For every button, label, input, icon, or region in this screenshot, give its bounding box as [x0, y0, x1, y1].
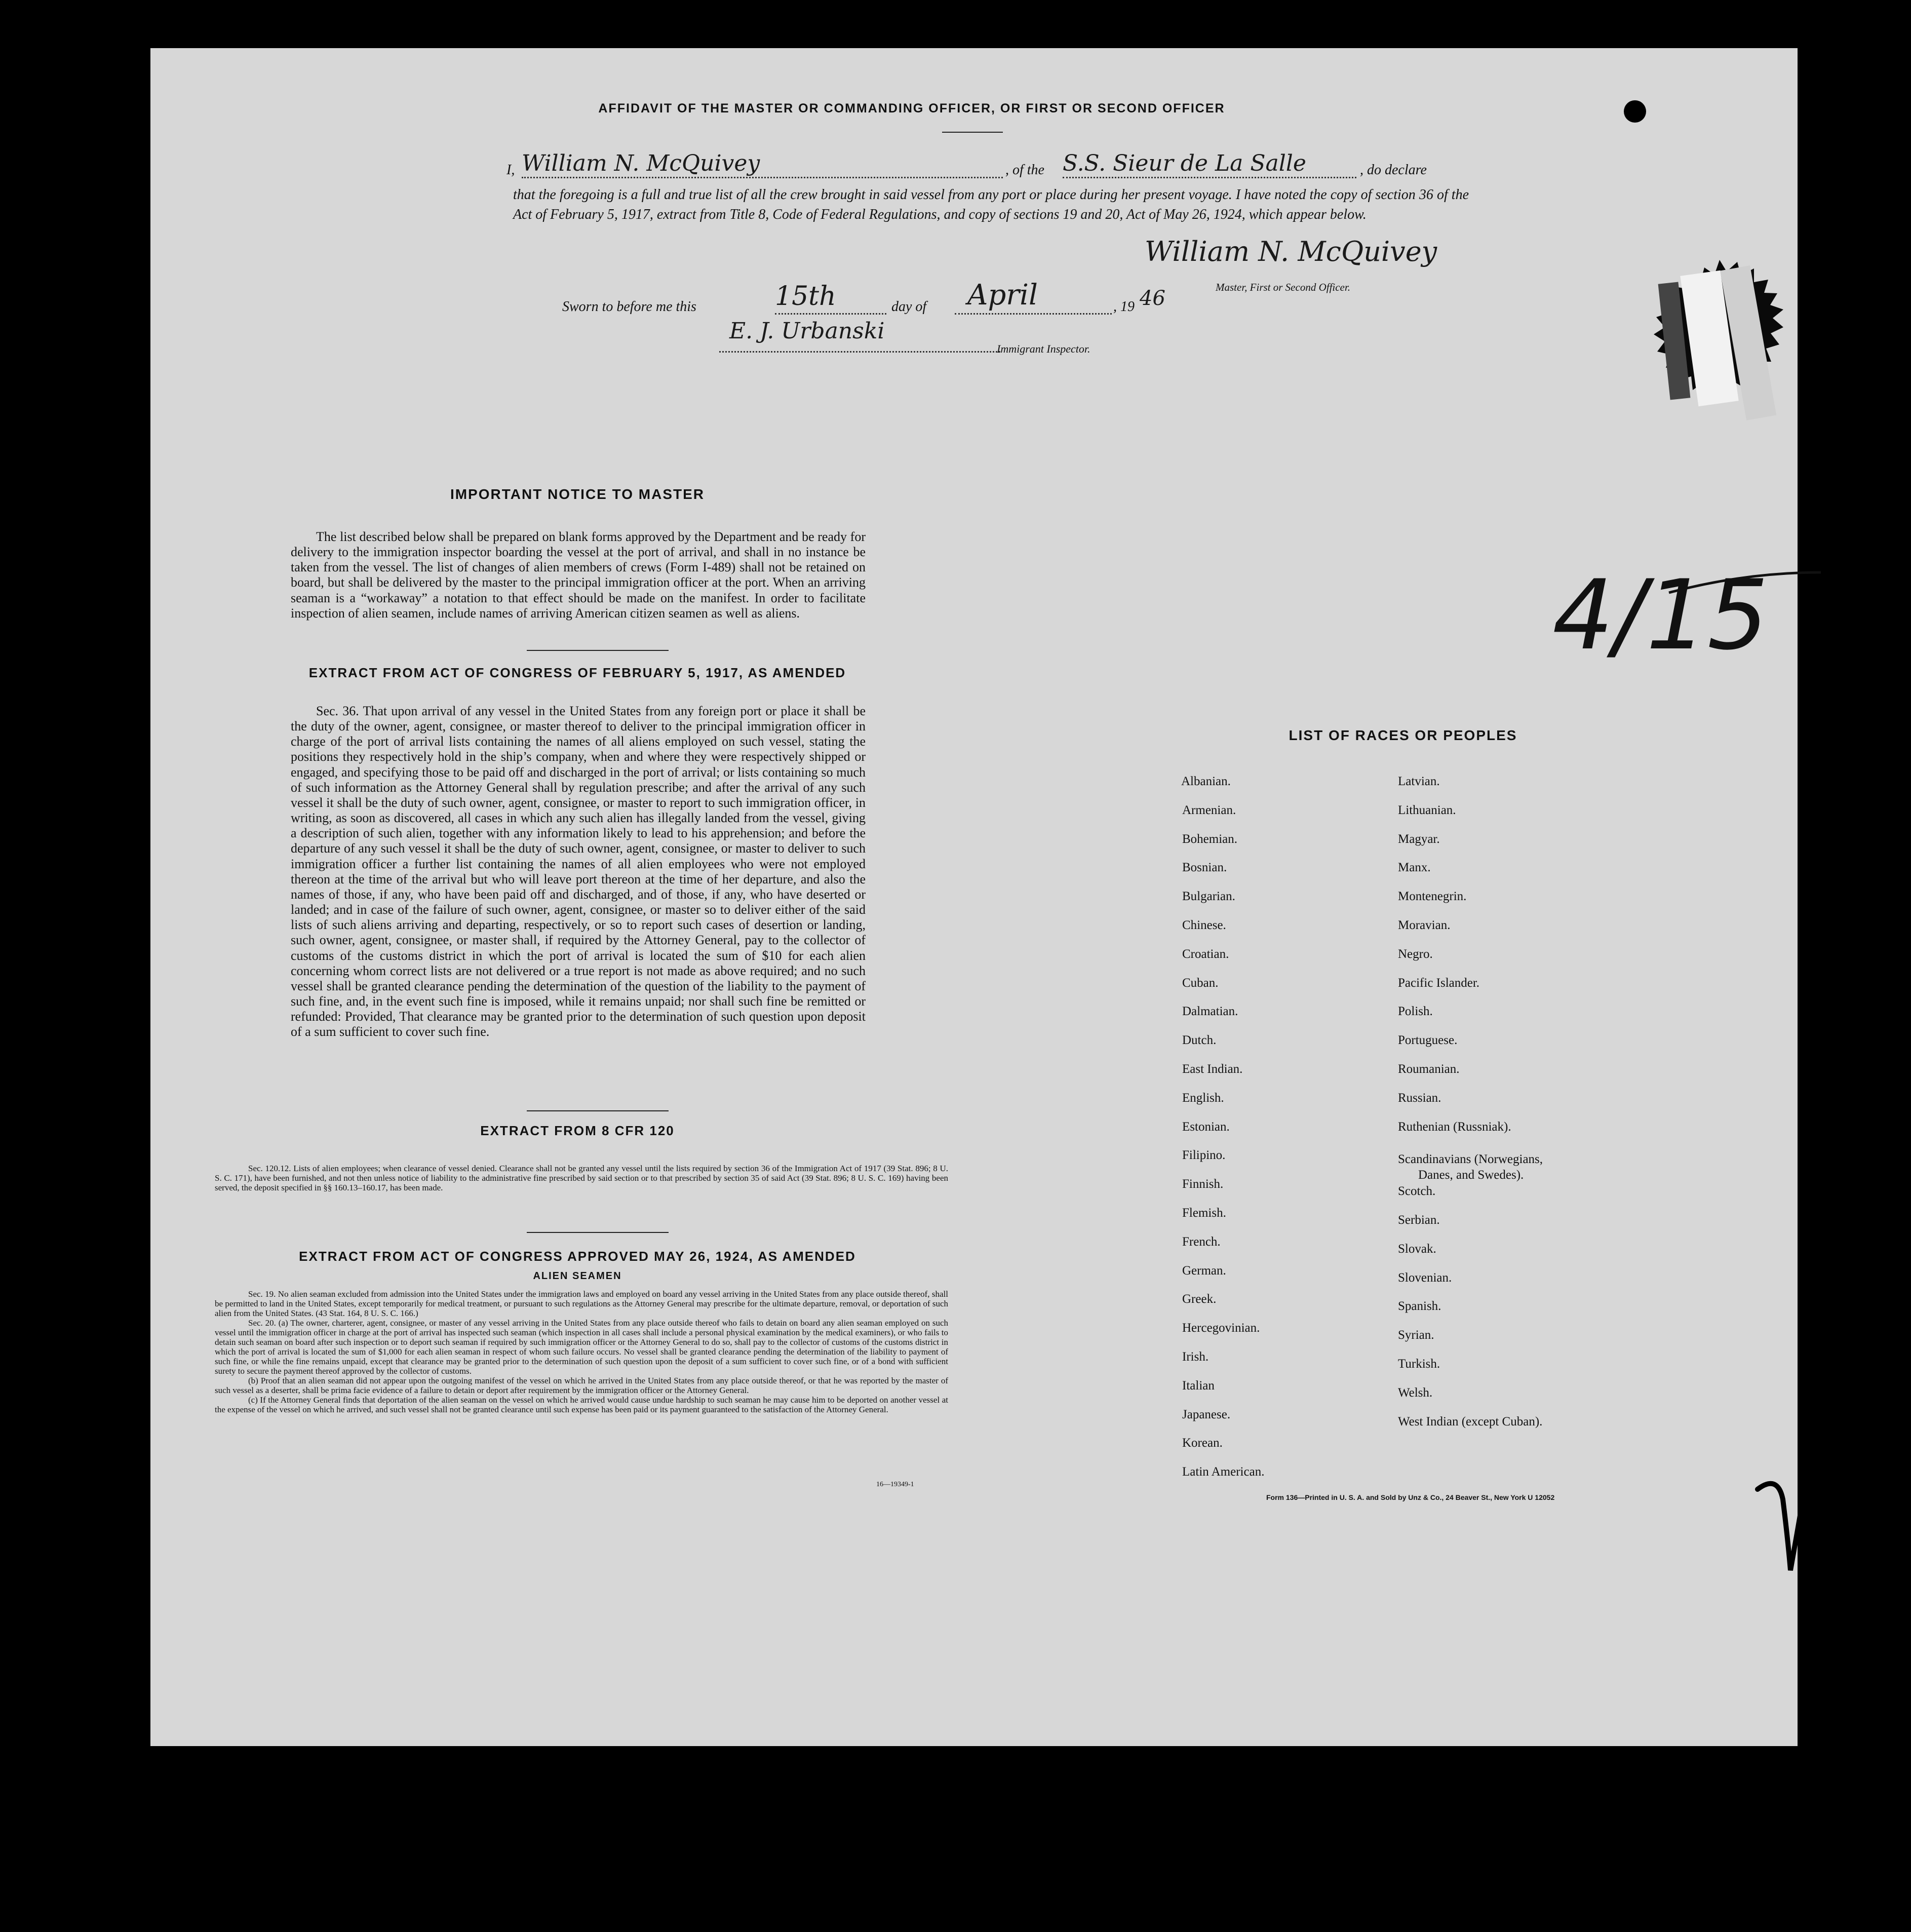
extract-cfr-rule [527, 1232, 669, 1233]
inspector-signature: E. J. Urbanski [729, 318, 885, 344]
binder-hole [1818, 283, 1841, 305]
race-item: Bulgarian. [1182, 890, 1235, 904]
sworn-line [562, 279, 1170, 315]
sec20b-text: (b) Proof that an alien seaman did not appear upon the outgoing manifest of the vessel on which he arrived in the United States from any place outside thereof, or that he was reported by the master of such vessel as a deserter, shall be prima facie evidence of a failure to detain or deport after requirement by the immigration officer or the Attorney General. [215, 1376, 948, 1396]
form-code: 16—19349-1 [876, 1481, 914, 1488]
master-name: William N. McQuivey [522, 150, 760, 176]
notary-seal [1633, 257, 1806, 445]
binder-hole [1624, 100, 1646, 123]
form-footer: Form 136—Printed in U. S. A. and Sold by Unz & Co., 24 Beaver St., New York U 12052 [1266, 1493, 1555, 1501]
race-item: Scandinavians (Norwegians, [1398, 1152, 1543, 1166]
race-item: Turkish. [1398, 1357, 1440, 1371]
race-item: Negro. [1398, 947, 1433, 961]
master-name-line [522, 177, 1003, 178]
extract-cfr-title: EXTRACT FROM 8 CFR 120 [480, 1123, 675, 1138]
race-item: Estonian. [1182, 1119, 1230, 1134]
race-item: Danes, and Swedes). [1418, 1168, 1524, 1182]
date-annotation [1542, 547, 1826, 679]
race-item: Greek. [1182, 1292, 1217, 1306]
race-item: Armenian. [1182, 803, 1236, 817]
sworn-day: 15th [775, 281, 836, 312]
races-title: LIST OF RACES OR PEOPLES [1289, 727, 1517, 743]
race-item: Pacific Islander. [1398, 976, 1480, 990]
race-item: Italian [1182, 1378, 1215, 1393]
race-item: Albanian. [1181, 775, 1231, 788]
race-item: Ruthenian (Russniak). [1398, 1119, 1511, 1134]
race-item: Dutch. [1182, 1033, 1217, 1048]
check-mark [1747, 1398, 1828, 1580]
notice-rule [527, 650, 669, 651]
extract-1924-title: EXTRACT FROM ACT OF CONGRESS APPROVED MAY 26, 1924, AS AMENDED [299, 1249, 856, 1264]
race-item: Lithuanian. [1398, 803, 1456, 817]
race-item: Irish. [1182, 1350, 1209, 1364]
race-item: Korean. [1182, 1436, 1223, 1450]
month-line [955, 313, 1112, 315]
notice-text: The list described below shall be prepared on blank forms approved by the Department and be ready for delivery to the immigration inspector boarding the vessel at the port of arrival, and shall in no instance be taken from the vessel. The list of changes of alien members of crews (Form I-489) shall not be retained on board, but shall be delivered by the master to the principal immigration officer at the port. When an arriving seaman is a “workaway” a notation to that effect should be made on the manifest. In order to facilitate inspection of alien seamen, include names of arriving American citizen seamen as well as aliens. [291, 529, 866, 621]
declaration-line [506, 150, 1469, 185]
binder-hole [1828, 1519, 1851, 1541]
race-item: Bosnian. [1182, 861, 1227, 875]
race-item: Montenegrin. [1398, 890, 1467, 904]
race-item: Spanish. [1398, 1299, 1441, 1313]
race-item: Roumanian. [1398, 1062, 1460, 1076]
race-item: Japanese. [1182, 1407, 1231, 1421]
race-item: Croatian. [1182, 947, 1229, 961]
race-item: Bohemian. [1182, 832, 1238, 846]
title-rule [942, 132, 1003, 133]
sec20c-text: (c) If the Attorney General finds that deportation of the alien seaman on the vessel on which he arrived would cause undue hardship to such seaman he may cause him to be deported on another vessel at the expense of the vessel on which he arrived, and such vessel shall not be granted clearance until such expense has been paid or its payment guaranteed to the satisfaction of the Attorney General. [215, 1395, 948, 1415]
race-item: Cuban. [1182, 976, 1219, 990]
extract-1917-title: EXTRACT FROM ACT OF CONGRESS OF FEBRUARY 5, 1917, AS AMENDED [308, 665, 846, 680]
race-item: Scotch. [1398, 1184, 1436, 1199]
sworn-month: April [967, 279, 1038, 312]
vessel-name: S.S. Sieur de La Salle [1063, 150, 1306, 176]
binder-hole [1828, 1185, 1851, 1208]
race-item: Dalmatian. [1182, 1004, 1238, 1019]
vessel-name-line [1063, 177, 1356, 178]
do-declare-text: , do declare [1360, 162, 1427, 178]
race-item: Moravian. [1398, 918, 1451, 932]
binder-hole [1818, 536, 1841, 558]
extract-1924-subtitle: ALIEN SEAMEN [533, 1270, 622, 1282]
race-item: French. [1182, 1234, 1221, 1249]
race-item: East Indian. [1182, 1062, 1243, 1076]
day-of-text: day of [891, 299, 927, 315]
master-signature: William N. McQuivey [1145, 236, 1437, 267]
sworn-year: 46 [1140, 287, 1165, 310]
race-item: Finnish. [1182, 1177, 1224, 1191]
binder-hole [1818, 625, 1841, 647]
affidavit-title: AFFIDAVIT OF THE MASTER OR COMMANDING OFFICER, OR FIRST OR SECOND OFFICER [598, 101, 1225, 115]
race-item: Chinese. [1182, 918, 1226, 932]
race-item: Flemish. [1182, 1206, 1226, 1220]
of-the-text: , of the [1005, 162, 1044, 178]
inspector-caption: Immigrant Inspector. [997, 342, 1090, 355]
race-item: West Indian (except Cuban). [1398, 1414, 1543, 1428]
race-item: Slovak. [1398, 1242, 1436, 1256]
inspector-line [719, 351, 1000, 353]
extract-cfr-text: Sec. 120.12. Lists of alien employees; when clearance of vessel denied. Clearance shall not be granted any vessel until the lists required by section 36 of the Immigration Act of 1917 (39 Stat. 896; 8 U. S. C. 171), have been furnished, and not then unless notice of liability to the administrative fine prescribed by said section or to that prescribed by section 35 of said Act (39 Stat. 896; 8 U. S. C. 169) having been served, the deposit specified in §§ 160.13–160.17, has been made. [215, 1164, 948, 1193]
sworn-prefix: Sworn to before me this [562, 299, 696, 315]
race-item: Hercegovinian. [1182, 1321, 1260, 1335]
race-item: Syrian. [1398, 1328, 1434, 1342]
sec20a-text: Sec. 20. (a) The owner, charterer, agent, consignee, or master of any vessel arriving in the United States from any place outside thereof who fails to detain on board any alien seaman employed on such vessel until the immigration officer in charge at the port of arrival has inspected such seaman (which inspection in all cases shall include a personal physical examination by the medical examiners), or who fails to detain such seaman on board after such inspection or to deport such seaman if required by such immigration officer or the Attorney General to do so, shall pay to the collector of customs of the customs district in which the port of arrival is located the sum of $1,000 for each alien seaman in respect of whom such failure occurs. No vessel shall be granted clearance pending the determination of the liability to payment of such fine, or while the fine remains unpaid, except that clearance may be granted prior to the determination of such question upon the deposit of a sum sufficient to cover such fine, or of a bond with sufficient surety to secure the payment thereof approved by the collector of customs. [215, 1318, 948, 1376]
extract-1924-body [215, 1289, 948, 1414]
race-item: English. [1182, 1091, 1224, 1105]
binder-hole [1828, 1101, 1851, 1123]
extract-1917-rule [527, 1110, 669, 1111]
race-item: Polish. [1398, 1004, 1433, 1019]
day-line [775, 313, 886, 315]
race-item: Filipino. [1182, 1148, 1226, 1163]
race-item: Magyar. [1398, 832, 1440, 846]
year-prefix: , 19 [1113, 299, 1135, 315]
race-item: Welsh. [1398, 1385, 1433, 1400]
race-item: Latvian. [1398, 775, 1440, 788]
race-item: Russian. [1398, 1091, 1441, 1105]
date-annotation-text: 4/15 [1552, 559, 1769, 671]
race-item: Portuguese. [1398, 1033, 1458, 1048]
race-item: Serbian. [1398, 1213, 1440, 1227]
declaration-prefix: I, [506, 162, 515, 178]
race-item: Slovenian. [1398, 1270, 1452, 1285]
sec19-text: Sec. 19. No alien seaman excluded from admission into the United States under the immigration laws and employed on board any vessel arriving in the United States from any place outside thereof, shall be permitted to land in the United States, except temporarily for medical treatment, or pursuant to such regulations as the Attorney General may prescribe for the ultimate departure, removal, or deportation of such alien from the United States. (43 Stat. 164, 8 U. S. C. 166.) [215, 1289, 948, 1319]
notice-title: IMPORTANT NOTICE TO MASTER [450, 486, 705, 502]
race-item: Manx. [1398, 861, 1431, 875]
extract-1917-text: Sec. 36. That upon arrival of any vessel in the United States from any foreign port or place it shall be the duty of the owner, agent, consignee, or master thereof to deliver to the principal immigration officer in charge of the port of arrival lists containing the names of all aliens employed on such vessel, stating the positions they respectively hold in the ship’s company, when and where they were respectively shipped or engaged, and specifying those to be paid off and discharged in the port of arrival; or lists containing so much of such information as the Attorney General shall by regulation prescribe; and after the arrival of any such vessel it shall be the duty of such owner, agent, consignee, or master to report to such immigration officer, in writing, as soon as discovered, all cases in which any such alien has illegally landed from the vessel, giving a description of such alien, together with any information likely to lead to his apprehension; and before the departure of any such vessel it shall be the duty of such owner, agent, consignee, or master to deliver to such immigration officer a further list containing the names of all alien employees who were not employed thereon at the time of the arrival but who will leave port thereon at the time of her departure, and also the names of those, if any, who have been paid off and discharged, and of those, if any, who have deserted or landed; and in case of the failure of such owner, agent, consignee, or master so to deliver either of the said lists of such aliens arriving and departing, respectively, or so to report such cases of desertion or landing, such owner, agent, consignee, or master shall, if required by the Attorney General, pay to the collector of customs of the customs district in which the port of arrival is located the sum of $10 for each alien concerning whom correct lists are not delivered or a true report is not made as above required; and no such vessel shall be granted clearance pending the determination of the question of the liability to the payment of such fine, and, in the event such fine is imposed, while it remains unpaid; nor shall such fine be remitted or refunded: Provided, That clearance may be granted prior to the determination of such question upon deposit of a sum sufficient to cover such fine. [291, 704, 866, 1039]
signature-caption: Master, First or Second Officer. [1216, 281, 1350, 293]
race-item: German. [1182, 1263, 1226, 1278]
binder-hole [1818, 197, 1841, 219]
affidavit-text: that the foregoing is a full and true list of all the crew brought in said vessel from any port or place during her present voyage. I have noted the copy of section 36 of the Act of February 5, 1917, extract from Title 8, Code of Federal Regulations, and copy of sections 19 and 20, Act of May 26, 1924, which appear below. [513, 187, 1469, 223]
race-item: Latin American. [1182, 1465, 1265, 1479]
